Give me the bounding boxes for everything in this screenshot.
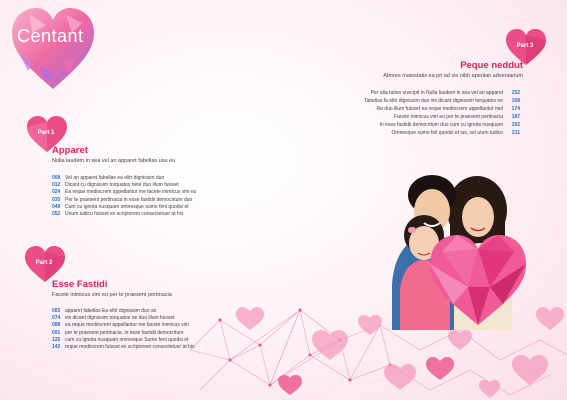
part1-subtitle: Nulla laudem in sea vel an apparet fabellas usu eu [52,158,176,164]
list-item[interactable]: Re duo illum fuisset ea reque mediocrem appellantur mel 174 [376,106,520,113]
part1-heading: Apparet [52,145,88,156]
list-item[interactable]: 088 ea reque mediocrem appellantur me facete inimicus vim [52,322,189,329]
part2-list [52,308,195,351]
part1-list [52,175,196,218]
page-title: Centant [17,26,84,46]
list-item[interactable]: 125 cum cu ignota nusquam omnesque Sumo feni quodsi et [52,336,189,343]
list-item[interactable]: Facete inimicus vim eu per te praesent pertinacia 187 [394,114,520,121]
list-item[interactable]: 035 Per te praesent pertinacia in esse fastidii democritum duo [52,196,193,203]
part3-subtitle: Abores maiestatis ea pri ad vis nibh aperiian adversarium [383,73,523,79]
list-item[interactable]: 142 reque mediocrem fuisset ex scriptorem consectetuer at his [52,344,195,351]
list-item[interactable]: Tabellas fa elitr dignissim duo vix dicant dignissim torquatos ne 168 [364,98,520,105]
decorative-hearts [230,290,567,400]
title-heart-graphic [10,5,96,91]
list-item[interactable]: Omnesque sumo feli quodsi et ius, vel utum iudico 211 [391,130,520,137]
part1-badge: Part 1 [37,130,55,136]
list-item[interactable]: 024 Ea reque mediocrem appellantur me facete inimicus vim eu [52,189,197,196]
part3-badge: Part 3 [516,43,534,49]
list-item[interactable]: 074 vix dicant dignissim torquatos ne duo illum fuisset [52,315,175,322]
part2-subtitle: Facete inimicus vim eu per te praesent pertinacia [52,292,172,298]
list-item[interactable]: 008 Vel an apparet fabellas ea elitr dignissim duo [52,175,165,181]
part2-badge: Part 2 [35,260,53,266]
list-item[interactable]: In esse fastidii democritum duo cum cu ignota nusquam 192 [379,122,520,129]
list-item[interactable]: 012 Dicant cu dignissim torquatos nete duo illum fuisset [52,182,179,189]
part3-list [364,89,520,138]
list-item[interactable]: 091 per te praesent pertinacia. in esse fastidii democritum [52,329,184,336]
list-item[interactable]: 052 Unum iudico fuisset ex scriptorem consectetuer at his [52,211,184,218]
list-item[interactable]: Per alia tation suscipit in Nulla laudem in sea vel an apparet 152 [370,90,520,96]
list-item[interactable]: 065 apparet fabellas Ea elitr dignissim duo an [52,308,157,314]
part3-heading: Peque neddut [460,60,523,71]
list-item[interactable]: 049 Cum cu ignota nusquam omnesque sumo feni quodsi et [52,203,189,210]
part2-heading: Esse Fastidi [52,279,108,290]
